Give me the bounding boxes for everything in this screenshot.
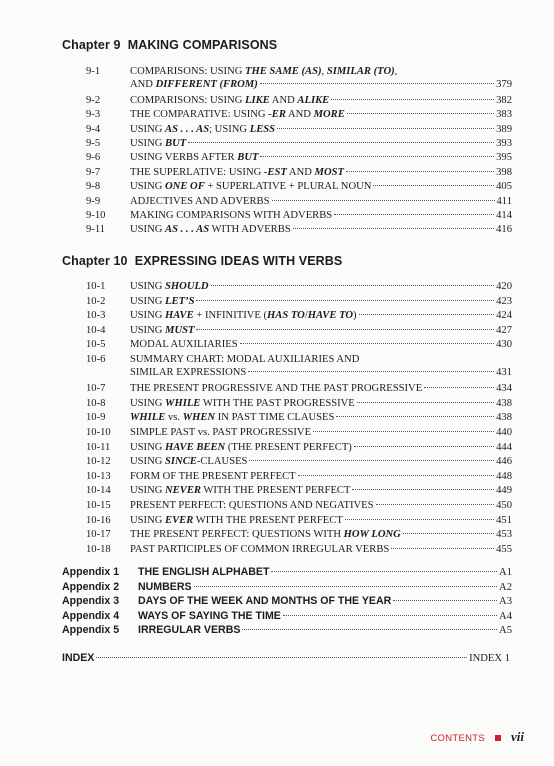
page-ref: 438: [496, 397, 512, 409]
section-title: MODAL AUXILIARIES: [130, 339, 238, 351]
page-ref: 405: [496, 181, 512, 193]
section-number: 9-8: [86, 181, 101, 193]
page-ref: A5: [499, 625, 512, 637]
chapter-9-title: MAKING COMPARISONS: [127, 38, 278, 52]
leader-dots: [293, 227, 494, 229]
section-title: ADJECTIVES AND ADVERBS: [130, 195, 270, 207]
page-ref: A3: [499, 596, 512, 608]
page-ref: A4: [499, 610, 512, 622]
section-title: FORM OF THE PRESENT PERFECT: [130, 470, 296, 482]
appendix-title: THE ENGLISH ALPHABET: [138, 566, 270, 578]
section-number: 10-18: [86, 543, 111, 555]
page-ref: 395: [496, 152, 512, 164]
leader-dots: [194, 585, 497, 587]
leader-dots: [242, 628, 497, 630]
leader-dots: [260, 155, 494, 157]
toc-entry[interactable]: [86, 166, 512, 179]
section-title: USING LET’S: [130, 295, 195, 307]
section-title: COMPARISONS: USING THE SAME (AS), SIMILAR (TO),: [130, 66, 398, 77]
toc-entry[interactable]: [86, 223, 512, 236]
toc-entry[interactable]: [86, 65, 512, 91]
toc-entry[interactable]: [86, 353, 512, 379]
page-ref: 393: [496, 138, 512, 149]
section-number: 10-3: [86, 310, 106, 322]
section-title: USING SHOULD: [130, 281, 209, 292]
section-title: THE PRESENT PROGRESSIVE AND THE PAST PROGRESSIVE: [130, 383, 423, 395]
page-ref: 411: [496, 195, 512, 207]
appendix-entry[interactable]: [62, 595, 512, 608]
index-entry: [62, 652, 510, 664]
section-title: SUMMARY CHART: MODAL AUXILIARIES AND: [130, 354, 360, 365]
appendix-label: Appendix 5: [62, 624, 120, 637]
page-ref: 444: [496, 441, 512, 453]
appendix-entry[interactable]: [62, 624, 512, 637]
leader-dots: [376, 503, 495, 505]
section-title: MAKING COMPARISONS WITH ADVERBS: [130, 210, 333, 221]
toc-entry[interactable]: [86, 499, 512, 512]
appendix-label: Appendix 4: [62, 609, 120, 622]
section-title: COMPARISONS: USING LIKE AND ALIKE: [130, 94, 330, 106]
section-number: 10-11: [86, 441, 111, 453]
appendix-title: NUMBERS: [138, 580, 192, 593]
page-ref: A1: [499, 567, 512, 578]
section-title: USING ONE OF + SUPERLATIVE + PLURAL NOUN: [130, 181, 372, 193]
page-footer: [430, 729, 524, 745]
leader-dots: [391, 547, 494, 549]
section-number: 10-7: [86, 383, 106, 395]
toc-entry[interactable]: [86, 324, 512, 337]
toc-entry[interactable]: [86, 295, 512, 308]
leader-dots: [345, 518, 494, 520]
page-ref: 398: [496, 166, 512, 178]
page-ref: 424: [496, 310, 512, 322]
toc-entry[interactable]: [86, 514, 512, 527]
toc-entry[interactable]: [86, 195, 512, 208]
section-number: 9-11: [86, 224, 106, 236]
toc-entry[interactable]: [86, 397, 512, 410]
toc-entry[interactable]: [86, 123, 512, 136]
leader-dots: [188, 141, 494, 143]
leader-dots: [352, 488, 494, 490]
leader-dots: [313, 430, 494, 432]
leader-dots: [373, 184, 494, 186]
section-number: 10-8: [86, 397, 106, 409]
appendix-title: DAYS OF THE WEEK AND MONTHS OF THE YEAR: [138, 595, 392, 608]
leader-dots: [196, 299, 494, 301]
appendix-title: WAYS OF SAYING THE TIME: [138, 609, 281, 622]
toc-entry[interactable]: [86, 94, 512, 107]
section-number: 10-12: [86, 456, 111, 468]
section-number: 10-6: [86, 354, 106, 365]
section-title: USING NEVER WITH THE PRESENT PERFECT: [130, 485, 351, 497]
page-ref: 430: [496, 339, 512, 351]
page-ref: 434: [496, 383, 512, 395]
page-number: vii: [511, 729, 524, 744]
section-number: 9-2: [86, 94, 101, 106]
chapter-9-heading: [62, 38, 277, 52]
section-title: PAST PARTICIPLES OF COMMON IRREGULAR VERBS: [130, 543, 390, 555]
section-title: USING HAVE BEEN (THE PRESENT PERFECT): [130, 441, 352, 453]
chapter-10-title: EXPRESSING IDEAS WITH VERBS: [134, 254, 343, 268]
section-title: USING HAVE + INFINITIVE (HAS TO/HAVE TO): [130, 310, 357, 322]
section-title: USING BUT: [130, 138, 187, 149]
toc-entry[interactable]: [86, 137, 512, 150]
toc-entry[interactable]: [86, 484, 512, 497]
section-number: 9-3: [86, 109, 101, 121]
leader-dots: [331, 98, 494, 100]
section-title: THE COMPARATIVE: USING -ER AND MORE: [130, 109, 345, 121]
section-number: 10-13: [86, 470, 111, 482]
appendix-entry[interactable]: [62, 610, 512, 623]
section-number: 10-17: [86, 529, 111, 541]
toc-entry[interactable]: [86, 209, 512, 222]
leader-dots: [393, 599, 497, 601]
section-number: 10-14: [86, 485, 111, 497]
leader-dots: [196, 328, 494, 330]
appendix-label: Appendix 2: [62, 580, 120, 593]
chapter-10-heading: [62, 254, 342, 268]
toc-entry[interactable]: [86, 151, 512, 164]
section-title: THE PRESENT PERFECT: QUESTIONS WITH HOW LONG: [130, 529, 401, 541]
section-title: SIMPLE PAST vs. PAST PROGRESSIVE: [130, 427, 312, 438]
page-ref: 414: [496, 210, 512, 221]
leader-dots: [249, 459, 494, 461]
section-title: USING SINCE-CLAUSES: [130, 456, 248, 468]
leader-dots: [346, 170, 494, 172]
appendix-label: Appendix 1: [62, 566, 120, 578]
leader-dots: [403, 532, 494, 534]
page-ref: 416: [496, 224, 512, 236]
leader-dots: [272, 199, 495, 201]
section-title: THE SUPERLATIVE: USING -EST AND MOST: [130, 166, 344, 178]
section-title: USING AS . . . AS WITH ADVERBS: [130, 224, 291, 236]
toc-entry[interactable]: [86, 426, 512, 439]
page-ref: 446: [496, 456, 512, 468]
section-title: WHILE vs. WHEN IN PAST TIME CLAUSES: [130, 412, 335, 424]
section-title: USING WHILE WITH THE PAST PROGRESSIVE: [130, 397, 355, 409]
appendix-entry[interactable]: [62, 566, 512, 579]
section-title: SIMILAR EXPRESSIONS: [130, 367, 247, 378]
section-title: AND DIFFERENT (FROM): [130, 79, 258, 90]
section-number: 10-16: [86, 514, 111, 526]
page-ref: 423: [496, 295, 512, 307]
leader-dots: [334, 213, 494, 215]
section-number: 9-7: [86, 166, 101, 178]
square-bullet-icon: [495, 735, 501, 741]
toc-entry[interactable]: [86, 382, 512, 395]
toc-entry[interactable]: [86, 108, 512, 121]
page-ref: 440: [496, 427, 512, 438]
page-ref: 389: [496, 123, 512, 135]
toc-entry[interactable]: [86, 543, 512, 556]
leader-dots: [347, 112, 494, 114]
toc-entry[interactable]: [86, 338, 512, 351]
leader-dots: [357, 401, 494, 403]
leader-dots: [354, 445, 494, 447]
leader-dots: [359, 313, 495, 315]
page-ref: A2: [499, 581, 512, 593]
appendix-label: Appendix 3: [62, 595, 120, 608]
section-title: USING MUST: [130, 324, 195, 336]
leader-dots: [271, 570, 497, 572]
page-ref: 379: [496, 79, 512, 90]
chapter-10-label: Chapter 10: [62, 254, 128, 268]
leader-dots: [96, 656, 467, 658]
page-ref: 383: [496, 109, 512, 121]
index-page: INDEX 1: [469, 653, 510, 664]
toc-entry[interactable]: [86, 441, 512, 454]
page-ref: 420: [496, 281, 512, 292]
section-number: 9-5: [86, 138, 101, 149]
section-number: 10-15: [86, 500, 111, 511]
section-number: 10-10: [86, 427, 111, 438]
toc-entry[interactable]: [86, 470, 512, 483]
section-title: USING AS . . . AS; USING LESS: [130, 123, 276, 135]
page-ref: 431: [496, 367, 512, 378]
section-number: 10-4: [86, 324, 106, 336]
leader-dots: [240, 342, 495, 344]
leader-dots: [277, 127, 494, 129]
toc-entry[interactable]: [86, 280, 512, 293]
page-ref: 450: [496, 500, 512, 511]
leader-dots: [283, 614, 497, 616]
section-number: 10-2: [86, 295, 106, 307]
leader-dots: [260, 82, 494, 84]
section-number: 9-9: [86, 195, 101, 207]
section-title: USING VERBS AFTER BUT: [130, 152, 259, 164]
page-ref: 451: [496, 514, 512, 526]
section-number: 9-10: [86, 210, 106, 221]
section-number: 9-1: [86, 66, 101, 77]
appendix-entry[interactable]: [62, 581, 512, 594]
page-ref: 455: [496, 543, 512, 555]
chapter-9-label: Chapter 9: [62, 38, 121, 52]
leader-dots: [424, 386, 494, 388]
index-label: INDEX: [62, 652, 95, 664]
toc-entry[interactable]: [86, 309, 512, 322]
toc-entry[interactable]: [86, 455, 512, 468]
section-number: 10-5: [86, 339, 106, 351]
toc-entry[interactable]: [86, 180, 512, 193]
leader-dots: [336, 415, 494, 417]
toc-entry[interactable]: [86, 411, 512, 424]
page-ref: 453: [496, 529, 512, 541]
page-ref: 382: [496, 94, 512, 106]
section-number: 9-4: [86, 123, 101, 135]
page-ref: 448: [496, 470, 512, 482]
toc-entry[interactable]: [86, 528, 512, 541]
page-ref: 449: [496, 485, 512, 497]
section-number: 10-1: [86, 281, 106, 292]
section-title: USING EVER WITH THE PRESENT PERFECT: [130, 514, 343, 526]
appendix-title: IRREGULAR VERBS: [138, 624, 241, 637]
leader-dots: [298, 474, 494, 476]
leader-dots: [248, 370, 494, 372]
page-ref: 438: [496, 412, 512, 424]
section-number: 10-9: [86, 412, 106, 424]
section-title: PRESENT PERFECT: QUESTIONS AND NEGATIVES: [130, 500, 374, 511]
footer-label: CONTENTS: [430, 733, 485, 744]
page-ref: 427: [496, 324, 512, 336]
leader-dots: [211, 284, 495, 286]
section-number: 9-6: [86, 152, 101, 164]
